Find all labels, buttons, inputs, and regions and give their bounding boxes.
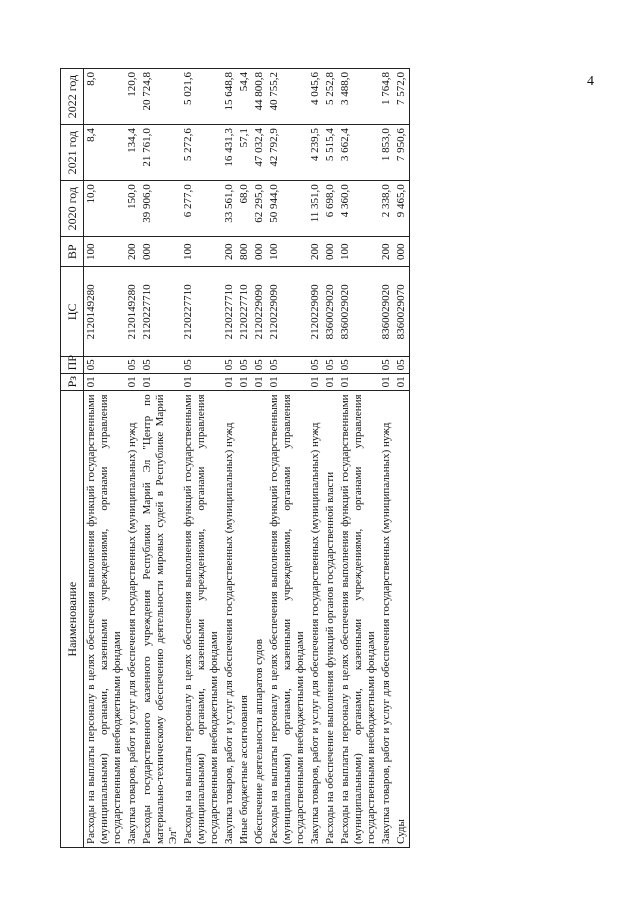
row-vr: 100 [84,237,126,267]
row-2020: 6 277,0 [181,181,222,237]
row-2021: 1 853,0 [379,125,394,181]
header-vr: ВР [61,237,84,267]
row-pr: 05 [308,357,323,374]
row-name: Суды [394,391,410,848]
table-row [140,69,181,848]
row-2022: 7 572,0 [394,69,410,125]
row-rz: 01 [267,374,308,391]
row-2021: 47 032,4 [252,125,267,181]
row-2021: 7 950,6 [394,125,410,181]
row-2020: 50 944,0 [267,181,308,237]
row-2021: 4 239,5 [308,125,323,181]
row-pr: 05 [379,357,394,374]
row-pr: 05 [252,357,267,374]
row-cs: 2120229090 [267,267,308,357]
row-2022: 5 252,8 [323,69,338,125]
row-rz: 01 [252,374,267,391]
row-rz: 01 [237,374,252,391]
row-2020: 68,0 [237,181,252,237]
row-vr: 200 [222,237,237,267]
row-rz: 01 [394,374,410,391]
row-vr: 000 [140,237,181,267]
row-2022: 5 021,6 [181,69,222,125]
row-2021: 8,4 [84,125,126,181]
row-2021: 134,4 [125,125,140,181]
row-pr: 05 [125,357,140,374]
row-vr: 200 [125,237,140,267]
row-2022: 20 724,8 [140,69,181,125]
row-name: Расходы на выплаты персоналу в целях обеспечения выполнения функций государственными (муниципальными) органами, казенными учреждениями, органами управления государственными внебюджетными фондами [181,391,222,848]
row-cs: 8360029070 [394,267,410,357]
row-cs: 2120229090 [308,267,323,357]
table-row [84,69,126,848]
row-2020: 150,0 [125,181,140,237]
row-pr: 05 [222,357,237,374]
row-2022: 4 045,6 [308,69,323,125]
row-2022: 1 764,8 [379,69,394,125]
table-row [181,69,222,848]
row-rz: 01 [308,374,323,391]
table-row [394,69,410,848]
row-rz: 01 [125,374,140,391]
row-cs: 8360029020 [338,267,379,357]
row-2021: 57,1 [237,125,252,181]
header-cs: ЦС [61,267,84,357]
row-name: Расходы на выплаты персоналу в целях обеспечения выполнения функций государственными (муниципальными) органами, казенными учреждениями, органами управления государственными внебюджетными фондами [338,391,379,848]
header-name: Наименование [61,391,84,848]
row-name: Закупка товаров, работ и услуг для обеспечения государственных (муниципальных) нужд [308,391,323,848]
row-cs: 2120149280 [125,267,140,357]
table-row [267,69,308,848]
table-row [323,69,338,848]
row-pr: 05 [338,357,379,374]
row-2020: 62 295,0 [252,181,267,237]
row-2020: 11 351,0 [308,181,323,237]
row-2022: 3 488,0 [338,69,379,125]
row-cs: 2120227710 [222,267,237,357]
row-cs: 8360029020 [323,267,338,357]
row-cs: 2120227710 [237,267,252,357]
row-name: Расходы государственного казенного учреждения Республики Марий Эл "Центр по материально-техническому обеспечению деятельности мировых судей в Республике Марий Эл" [140,391,181,848]
row-2021: 21 761,0 [140,125,181,181]
row-vr: 200 [379,237,394,267]
row-pr: 05 [323,357,338,374]
row-2022: 8,0 [84,69,126,125]
row-vr: 800 [237,237,252,267]
table-row [379,69,394,848]
row-rz: 01 [222,374,237,391]
row-vr: 100 [181,237,222,267]
row-rz: 01 [140,374,181,391]
row-cs: 2120149280 [84,267,126,357]
row-name: Расходы на выплаты персоналу в целях обеспечения выполнения функций государственными (муниципальными) органами, казенными учреждениями, органами управления государственными внебюджетными фондами [267,391,308,848]
row-name: Закупка товаров, работ и услуг для обеспечения государственных (муниципальных) нужд [125,391,140,848]
row-2022: 54,4 [237,69,252,125]
row-cs: 2120227710 [140,267,181,357]
row-cs: 2120229090 [252,267,267,357]
row-2021: 5 272,6 [181,125,222,181]
row-cs: 8360029020 [379,267,394,357]
row-2022: 15 648,8 [222,69,237,125]
row-pr: 05 [84,357,126,374]
row-2020: 39 906,0 [140,181,181,237]
row-rz: 01 [84,374,126,391]
row-rz: 01 [379,374,394,391]
row-name: Расходы на обеспечение выполнения функций органов государственной власти [323,391,338,848]
row-rz: 01 [338,374,379,391]
table-body [84,69,410,848]
row-2020: 6 698,0 [323,181,338,237]
row-2021: 42 792,9 [267,125,308,181]
row-rz: 01 [181,374,222,391]
row-name: Расходы на выплаты персоналу в целях обеспечения выполнения функций государственными (муниципальными) органами, казенными учреждениями, органами управления государственными внебюджетными фондами [84,391,126,848]
row-2020: 4 360,0 [338,181,379,237]
row-2020: 9 465,0 [394,181,410,237]
row-2021: 3 662,4 [338,125,379,181]
row-2020: 10,0 [84,181,126,237]
row-vr: 000 [323,237,338,267]
budget-table-rotated [60,68,575,848]
row-vr: 000 [394,237,410,267]
row-2021: 5 515,4 [323,125,338,181]
row-pr: 05 [181,357,222,374]
table-row [222,69,237,848]
header-pr: ПР [61,357,84,374]
row-name: Обеспечение деятельности аппаратов судов [252,391,267,848]
row-cs: 2120227710 [181,267,222,357]
row-vr: 000 [252,237,267,267]
table-row [125,69,140,848]
table-row [308,69,323,848]
row-2022: 40 755,2 [267,69,308,125]
table-row [338,69,379,848]
row-pr: 05 [237,357,252,374]
header-2021: 2021 год [61,125,84,181]
row-rz: 01 [323,374,338,391]
row-vr: 100 [267,237,308,267]
row-name: Иные бюджетные ассигнования [237,391,252,848]
row-vr: 100 [338,237,379,267]
header-2020: 2020 год [61,181,84,237]
row-vr: 200 [308,237,323,267]
row-name: Закупка товаров, работ и услуг для обеспечения государственных (муниципальных) нужд [222,391,237,848]
row-2022: 120,0 [125,69,140,125]
row-name: Закупка товаров, работ и услуг для обеспечения государственных (муниципальных) нужд [379,391,394,848]
row-2020: 33 561,0 [222,181,237,237]
table-header-row [61,69,84,848]
row-2021: 16 431,3 [222,125,237,181]
page-number: 4 [587,74,594,89]
row-2020: 2 338,0 [379,181,394,237]
row-pr: 05 [267,357,308,374]
header-rz: Рз [61,374,84,391]
budget-table [60,68,410,848]
header-2022: 2022 год [61,69,84,125]
table-row [237,69,252,848]
row-pr: 05 [394,357,410,374]
table-row [252,69,267,848]
row-pr: 05 [140,357,181,374]
row-2022: 44 800,8 [252,69,267,125]
